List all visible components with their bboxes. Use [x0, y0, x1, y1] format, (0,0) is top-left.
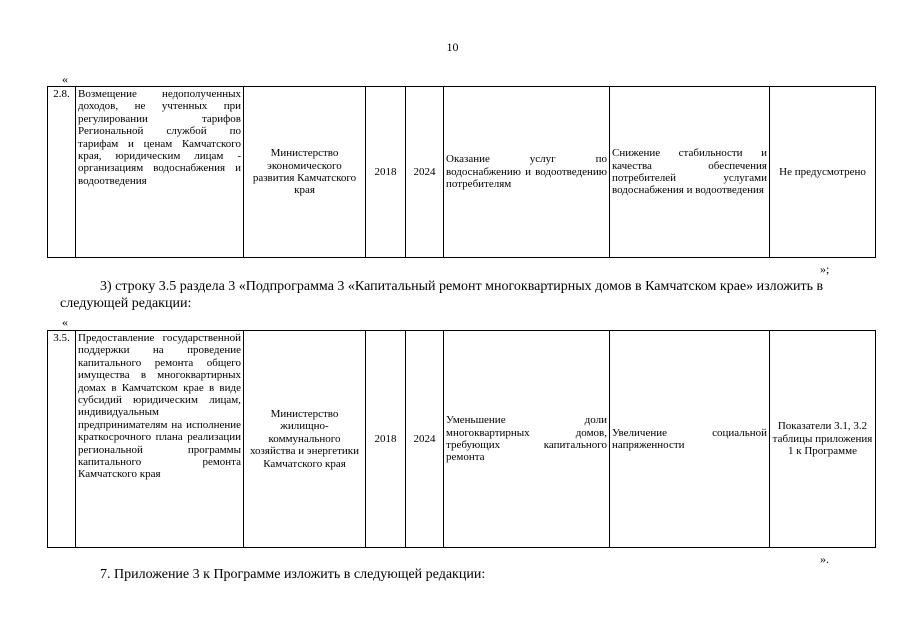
expected-result: Уменьшение доли многоквартирных домов, требующих капитального ремонта [444, 331, 610, 548]
year-end: 2024 [406, 87, 444, 258]
closing-quote-1: »; [820, 262, 830, 276]
page-number: 10 [446, 40, 459, 54]
table-row [48, 331, 876, 548]
non-implementation-consequence: Увеличение социальной напряженности [610, 331, 770, 548]
non-implementation-consequence: Снижение стабильности и качества обеспечения потребителей услугами водоснабжения и водоотведения [610, 87, 770, 258]
opening-quote-1: « [62, 72, 68, 86]
row-number: 3.5. [48, 331, 76, 548]
responsible-executor: Министерство экономического развития Камчатского края [244, 87, 366, 258]
indicator-link: Не предусмотрено [770, 87, 876, 258]
expected-result: Оказание услуг по водоснабжению и водоотведению потребителям [444, 87, 610, 258]
amendment-paragraph: 3) строку 3.5 раздела 3 «Подпрограмма 3 «Капитальный ремонт многоквартирных домов в Камчатском крае» изложить в следующей редакции: [60, 279, 824, 311]
indicator-link: Показатели 3.1, 3.2 таблицы приложения 1 к Программе [770, 331, 876, 548]
responsible-executor: Министерство жилищно-коммунального хозяйства и энергетики Камчатского края [244, 331, 366, 548]
closing-quote-2: ». [820, 552, 829, 566]
table-row [48, 87, 876, 258]
year-start: 2018 [366, 331, 406, 548]
final-paragraph: 7. Приложение 3 к Программе изложить в следующей редакции: [100, 567, 486, 582]
measure-description: Возмещение недополученных доходов, не учтенных при регулировании тарифов Региональной службой по тарифам и ценам Камчатского края, юридическим лицам - организациям водоснабжения и водоотведения [76, 87, 244, 258]
measure-description: Предоставление государственной поддержки на проведение капитального ремонта общего имущества в многоквартирных домах в Камчатском крае в виде субсидий юридическим лицам, индивидуальным предпринимателям на исполнение краткосрочного плана реализации региональной программы капитального ремонта Камчатского края [76, 331, 244, 548]
row-number: 2.8. [48, 87, 76, 258]
year-end: 2024 [406, 331, 444, 548]
table-row-2-8 [47, 86, 876, 258]
opening-quote-2: « [62, 315, 68, 329]
year-start: 2018 [366, 87, 406, 258]
table-row-3-5 [47, 330, 876, 548]
